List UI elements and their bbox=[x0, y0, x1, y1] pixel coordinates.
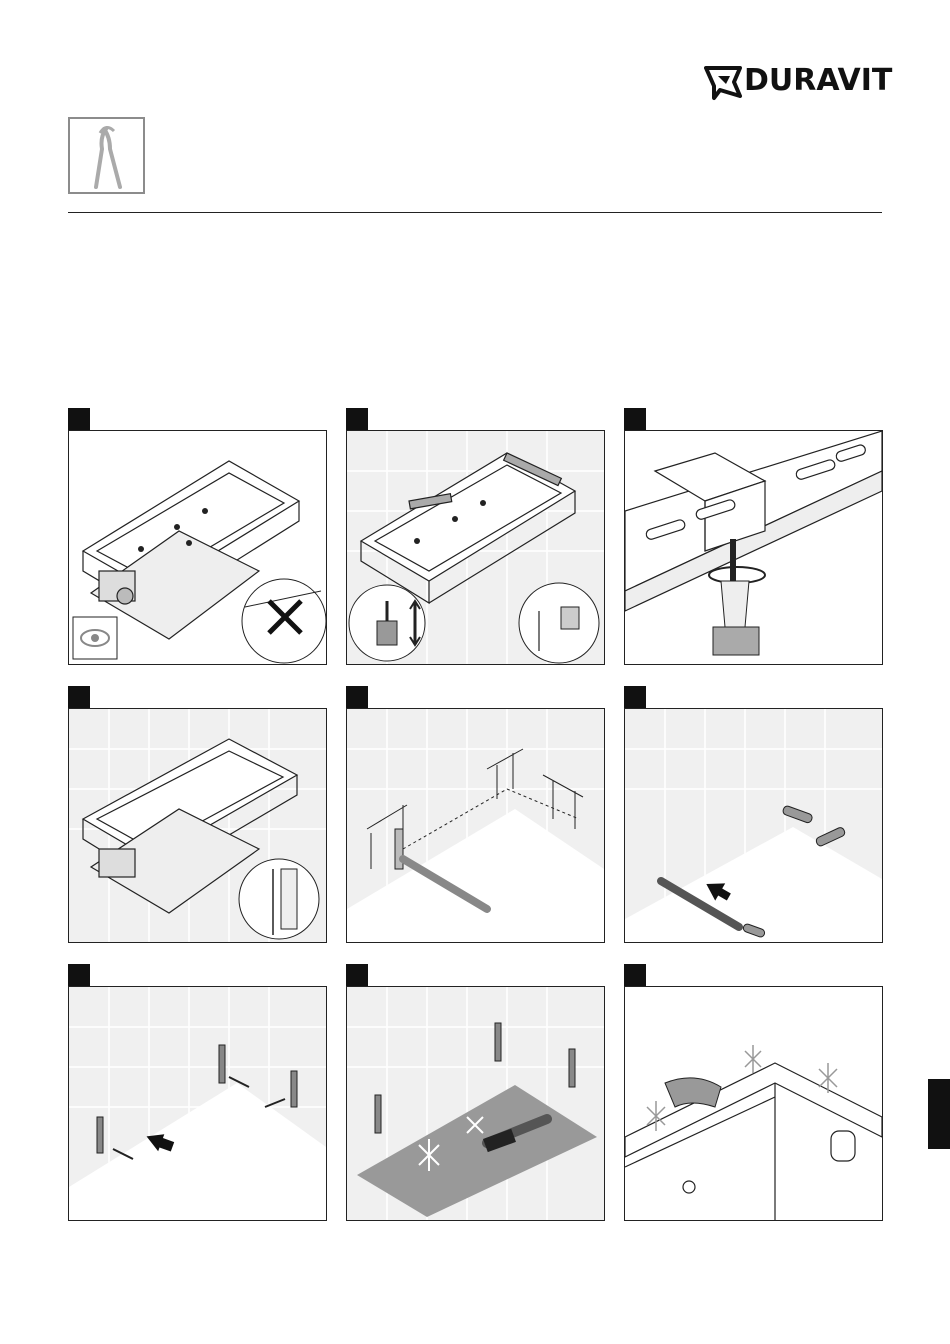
step-number bbox=[68, 408, 90, 430]
no-scratch-icon bbox=[242, 579, 326, 663]
step-number bbox=[68, 686, 90, 708]
adjust-foot-icon bbox=[349, 585, 425, 661]
logo-mark-icon bbox=[704, 62, 744, 102]
step-illustration bbox=[624, 986, 883, 1221]
step-number bbox=[346, 964, 368, 986]
step-illustration bbox=[624, 708, 883, 943]
step-panel-6 bbox=[624, 686, 883, 921]
step-number bbox=[624, 408, 646, 430]
step-number bbox=[346, 408, 368, 430]
step-illustration bbox=[346, 708, 605, 943]
step-number bbox=[346, 686, 368, 708]
step-number bbox=[624, 686, 646, 708]
step-panel-5 bbox=[346, 686, 605, 921]
section-tab bbox=[928, 1079, 950, 1149]
spirit-level-icon bbox=[239, 859, 319, 939]
duravit-logo bbox=[704, 62, 893, 102]
step-panel-9 bbox=[624, 964, 883, 1199]
step-illustration bbox=[68, 708, 327, 943]
logo-wordmark: DURAVIT bbox=[744, 63, 893, 98]
pliers-icon bbox=[70, 119, 143, 192]
step-illustration bbox=[68, 986, 327, 1221]
step-panel-2 bbox=[346, 408, 605, 643]
step-panel-8 bbox=[346, 964, 605, 1199]
step-illustration bbox=[346, 986, 605, 1221]
step-panel-3 bbox=[624, 408, 883, 643]
step-illustration bbox=[68, 430, 327, 665]
connector-icon bbox=[519, 583, 599, 663]
eye-icon bbox=[73, 617, 117, 659]
tool-box bbox=[68, 117, 145, 194]
step-illustration bbox=[346, 430, 605, 665]
step-number bbox=[68, 964, 90, 986]
header-divider bbox=[68, 212, 882, 213]
step-panel-1 bbox=[68, 408, 327, 643]
cloth-icon bbox=[665, 1078, 721, 1107]
step-panel-4 bbox=[68, 686, 327, 921]
step-number bbox=[624, 964, 646, 986]
step-panel-7 bbox=[68, 964, 327, 1199]
step-illustration bbox=[624, 430, 883, 665]
